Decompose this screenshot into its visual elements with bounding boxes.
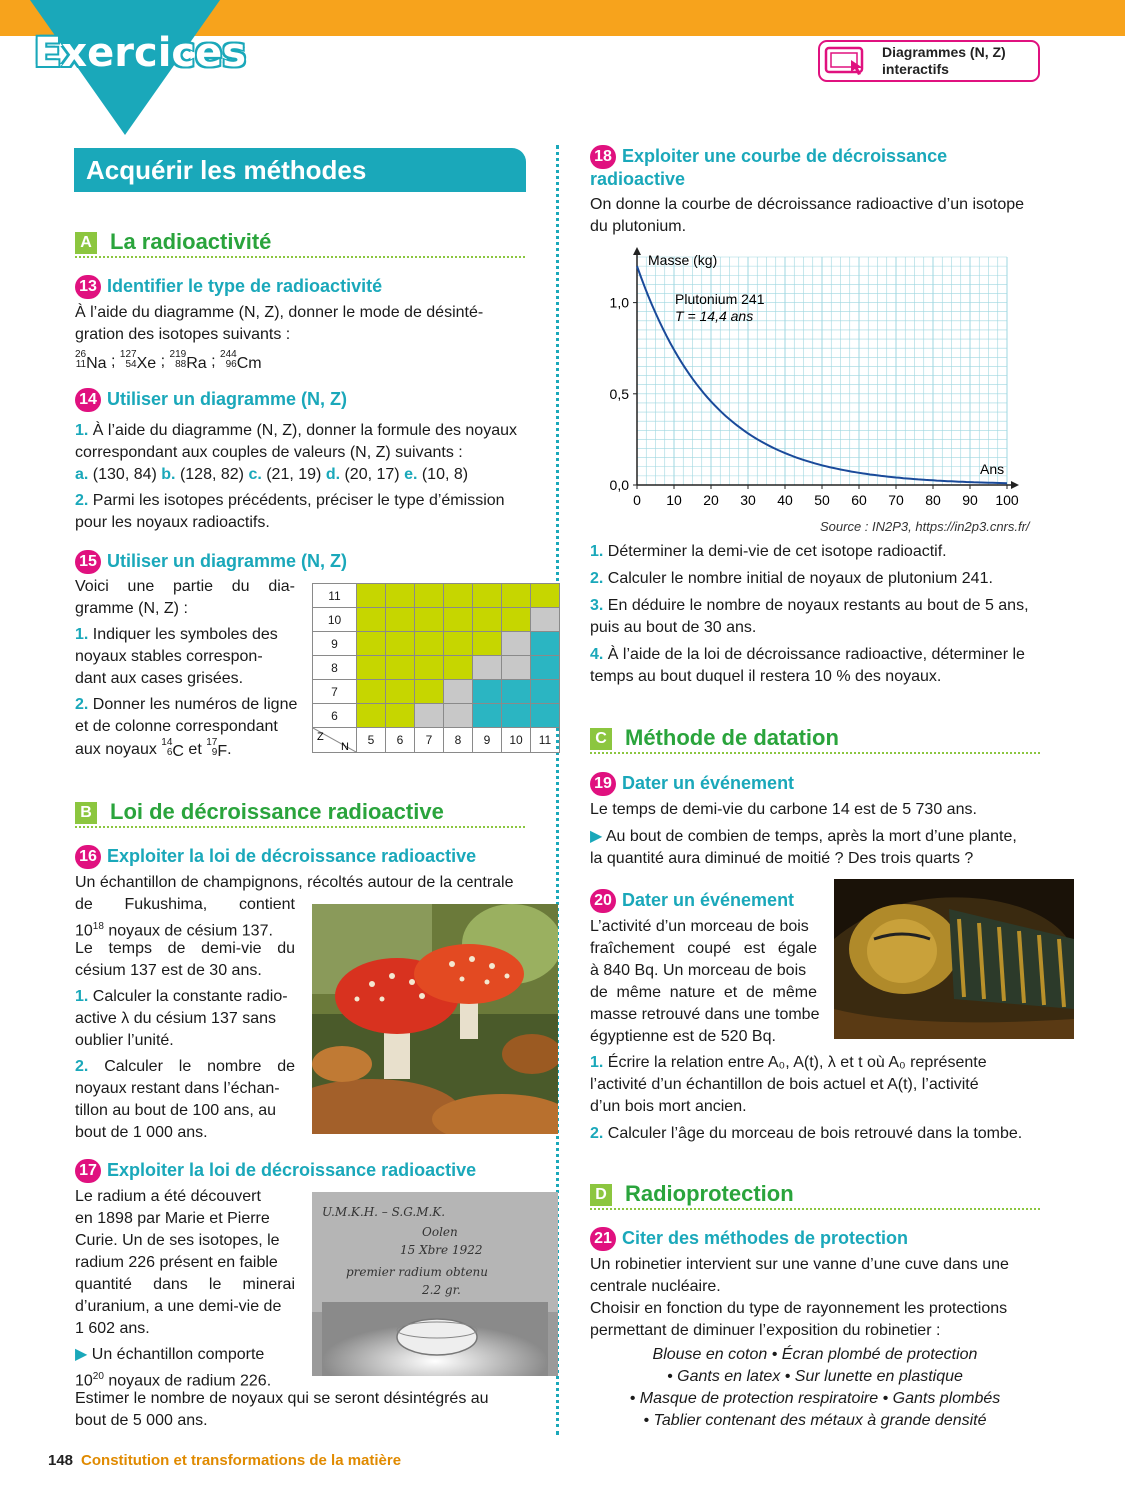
nz-cell (386, 608, 415, 632)
z-label: 10 (313, 608, 357, 632)
methods-banner: Acquérir les méthodes (74, 148, 526, 192)
ex20-q1: 1. Écrire la relation entre A₀, A(t), λ et t où A₀ représente (590, 1054, 987, 1071)
nuclide-symbol: 14 6 C (161, 737, 184, 760)
nz-cell (531, 704, 560, 728)
nz-cell (473, 608, 502, 632)
section-a-heading: A La radioactivité (75, 230, 525, 258)
y-tick-label: 1,0 (609, 294, 629, 311)
y-tick-label: 0,0 (609, 477, 629, 493)
nuclide-symbol: 244 96 Cm (220, 349, 262, 372)
nz-cell (386, 632, 415, 656)
nz-cell (386, 584, 415, 608)
nz-cell (502, 608, 531, 632)
svg-text:Z: Z (317, 731, 324, 743)
ex20-q1-line2: l’activité d’un échantillon de bois actuel et A(t), l’activité (590, 1076, 979, 1093)
curve-annotation: Plutonium 241 (675, 291, 765, 307)
ex17-text: Estimer le nombre de noyaux qui se seront désintégrés au (75, 1390, 489, 1407)
ex21-text: centrale nucléaire. (590, 1278, 721, 1295)
nz-cell (415, 584, 444, 608)
exercise-18-title: 18 Exploiter une courbe de décroissance (590, 145, 947, 169)
n-label: 6 (386, 728, 415, 753)
nz-cell (357, 680, 386, 704)
exercise-17-title: 17 Exploiter la loi de décroissance radioactive (75, 1159, 476, 1183)
section-c-heading: C Méthode de datation (590, 726, 1040, 754)
nuclide-symbol: 26 11 Na (75, 349, 107, 372)
ex18-q2: 2. Calculer le nombre initial de noyaux de plutonium 241. (590, 570, 993, 587)
nz-cell (502, 680, 531, 704)
n-label: 11 (531, 728, 560, 753)
ex15-q2: 2. Donner les numéros de ligne (75, 696, 298, 713)
nz-cell (386, 680, 415, 704)
nz-cell (415, 704, 444, 728)
x-axis-label: Ans (980, 461, 1005, 477)
nz-cell (502, 656, 531, 680)
n-label: 10 (502, 728, 531, 753)
exercise-15-title: 15 Utiliser un diagramme (N, Z) (75, 550, 347, 574)
ex18-q3: 3. En déduire le nombre de noyaux restants au bout de 5 ans, (590, 597, 1029, 614)
ex13-isotopes: 26 11 Na ; 127 54 Xe ; 219 88 Ra ; 244 96 Cm (75, 350, 262, 375)
nz-cell (357, 656, 386, 680)
nz-cell (444, 656, 473, 680)
nz-cell (502, 584, 531, 608)
z-label: 6 (313, 704, 357, 728)
ex14-q1-line2: correspondant aux couples de valeurs (N, Z) suivants : (75, 444, 463, 461)
ex21-text: Choisir en fonction du type de rayonnement les protections (590, 1300, 1008, 1317)
nz-cell (502, 632, 531, 656)
ex15-text: Voici une partie du dia- (75, 578, 295, 595)
nz-cell (531, 584, 560, 608)
ex20-q2: 2. Calculer l’âge du morceau de bois retrouvé dans la tombe. (590, 1125, 1023, 1142)
ex18-q4: 4. À l’aide de la loi de décroissance radioactive, déterminer le (590, 646, 1025, 663)
mushroom-photo (312, 904, 558, 1134)
x-tick-label: 50 (814, 492, 830, 508)
exercise-18-title-line2: radioactive (590, 169, 686, 189)
ex18-text: On donne la courbe de décroissance radioactive d’un isotope (590, 196, 1025, 213)
x-tick-label: 10 (666, 492, 682, 508)
ex17-text: Le radium a été découvert (75, 1188, 261, 1205)
ex16-text: Un échantillon de champignons, récoltés autour de la centrale (75, 874, 514, 891)
nz-cell (415, 656, 444, 680)
chart-source: Source : IN2P3, https://in2p3.cnrs.fr/ (820, 519, 1030, 534)
curve-annotation: T = 14,4 ans (675, 308, 754, 324)
ex17-text: quantité dans le minerai (75, 1276, 295, 1293)
photo-note: Oolen (422, 1225, 458, 1239)
ex17-text: Curie. Un de ses isotopes, le (75, 1232, 280, 1249)
x-tick-label: 70 (888, 492, 904, 508)
ex18-q4-line2: temps au bout duquel il restera 10 % des noyaux. (590, 668, 942, 685)
ex14-pairs: a. (130, 84) b. (128, 82) c. (21, 19) d. (20, 17) e. (10, 8) (75, 466, 469, 483)
x-tick-label: 80 (925, 492, 941, 508)
photo-note: 2.2 gr. (422, 1283, 461, 1297)
radium-photo (312, 1192, 558, 1376)
ex20-text: fraîchement coupé est égale (590, 940, 817, 957)
interactive-label-line2: interactifs (882, 61, 949, 77)
n-label: 9 (473, 728, 502, 753)
exercise-20-title: 20 Dater un événement (590, 889, 794, 913)
ex16-q2-line4: bout de 1 000 ans. (75, 1124, 208, 1141)
ex15-q1-line3: dant aux cases grisées. (75, 670, 244, 687)
ex14-q1: 1. À l’aide du diagramme (N, Z), donner la formule des noyaux (75, 422, 517, 439)
ex20-text: à 840 Bq. Un morceau de bois (590, 962, 807, 979)
nz-cell (415, 680, 444, 704)
ex16-text: césium 137 est de 30 ans. (75, 962, 262, 979)
interactive-diagrams-button[interactable] (818, 40, 1040, 82)
ex16-text: de Fukushima, contient (75, 896, 295, 913)
ex17-text: ▶ Un échantillon comporte (75, 1346, 265, 1363)
nz-cell (473, 704, 502, 728)
nz-cell (357, 704, 386, 728)
ex13-text: gration des isotopes suivants : (75, 326, 291, 343)
nz-cell (531, 656, 560, 680)
ex16-q1-line2: active λ du césium 137 sans (75, 1010, 276, 1027)
ex15-text: gramme (N, Z) : (75, 600, 188, 617)
nz-cell (357, 632, 386, 656)
section-d-heading: D Radioprotection (590, 1182, 1040, 1210)
ex18-q1: 1. Déterminer la demi-vie de cet isotope radioactif. (590, 543, 947, 560)
ex16-q2-line3: tillon au bout de 100 ans, au (75, 1102, 277, 1119)
exercise-13-title: 13 Identifier le type de radioactivité (75, 275, 382, 299)
ex20-text: L’activité d’un morceau de bois (590, 918, 809, 935)
nz-diagram-table (312, 583, 560, 753)
z-label: 8 (313, 656, 357, 680)
nz-cell (444, 704, 473, 728)
ex13-text: À l’aide du diagramme (N, Z), donner le mode de désinté- (75, 304, 484, 321)
ex21-list: • Tablier contenant des métaux à grande densité (643, 1412, 987, 1429)
nuclide-symbol: 127 54 Xe (119, 349, 157, 372)
ex19-text: ▶ Au bout de combien de temps, après la mort d’une plante, (590, 828, 1017, 845)
photo-note: premier radium obtenu (346, 1265, 489, 1279)
touch-screen-icon (824, 46, 868, 76)
x-tick-label: 40 (777, 492, 793, 508)
ex17-text: radium 226 présent en faible (75, 1254, 278, 1271)
ex16-text: $10^{18}$ noyaux de césium 137. (75, 921, 273, 940)
ex16-text: Le temps de demi-vie du (75, 940, 295, 957)
exercise-16-title: 16 Exploiter la loi de décroissance radioactive (75, 845, 476, 869)
n-label: 7 (415, 728, 444, 753)
x-tick-label: 0 (633, 492, 641, 508)
ex16-q1-line3: oublier l’unité. (75, 1032, 174, 1049)
nz-cell (444, 584, 473, 608)
nz-cell (357, 608, 386, 632)
n-label: 5 (357, 728, 386, 753)
ex21-list: • Gants en latex • Sur lunette en plastique (667, 1368, 963, 1385)
nz-cell (386, 704, 415, 728)
ex16-q1: 1. Calculer la constante radio- (75, 988, 288, 1005)
section-b-heading: B Loi de décroissance radioactive (75, 800, 525, 828)
ex14-q2-line2: pour les noyaux radioactifs. (75, 514, 270, 531)
footer-chapter: Constitution et transformations de la matière (81, 1452, 402, 1469)
ex15-q2-line3: aux noyaux 14 6 C et 17 9 F. (75, 738, 232, 763)
y-tick-label: 0,5 (609, 385, 629, 402)
ex19-text: la quantité aura diminué de moitié ? Des trois quarts ? (590, 850, 974, 867)
ex18-q3-line2: puis au bout de 30 ans. (590, 619, 757, 636)
ex21-text: permettant de diminuer l’exposition du robinetier : (590, 1322, 941, 1339)
nz-cell (473, 680, 502, 704)
x-tick-label: 90 (962, 492, 978, 508)
ex15-q1: 1. Indiquer les symboles des (75, 626, 278, 643)
x-tick-label: 30 (740, 492, 756, 508)
x-tick-label: 20 (703, 492, 719, 508)
z-label: 9 (313, 632, 357, 656)
nuclide-symbol: 17 9 F (206, 737, 228, 760)
ex17-text: d’uranium, a une demi-vie de (75, 1298, 282, 1315)
ex21-list: Blouse en coton • Écran plombé de protection (652, 1346, 978, 1363)
ex15-q1-line2: noyaux stables correspon- (75, 648, 263, 665)
nz-cell (415, 632, 444, 656)
nz-cell (473, 584, 502, 608)
nz-cell (531, 632, 560, 656)
ex20-text: de même nature et de même (590, 984, 817, 1001)
ex17-text: 1 602 ans. (75, 1320, 150, 1337)
ex16-q2-line2: noyaux restant dans l’échan- (75, 1080, 280, 1097)
ex18-text: du plutonium. (590, 218, 687, 235)
exercise-21-title: 21 Citer des méthodes de protection (590, 1227, 908, 1251)
nuclide-symbol: 219 88 Ra (169, 349, 207, 372)
nz-cell (444, 608, 473, 632)
photo-note: U.M.K.H. – S.G.M.K. (322, 1205, 446, 1219)
z-label: 11 (313, 584, 357, 608)
ex20-text: masse retrouvé dans une tombe (590, 1006, 820, 1023)
page-number: 148 (48, 1452, 74, 1469)
ex17-text: en 1898 par Marie et Pierre (75, 1210, 270, 1227)
sarcophagus-photo (834, 879, 1074, 1039)
nz-cell (473, 632, 502, 656)
ex16-q2: 2. Calculer le nombre de (75, 1058, 295, 1075)
exercise-14-title: 14 Utiliser un diagramme (N, Z) (75, 388, 347, 412)
x-tick-label: 60 (851, 492, 867, 508)
axis-arrows (633, 247, 1019, 489)
nz-cell (502, 704, 531, 728)
z-label: 7 (313, 680, 357, 704)
nz-cell (444, 680, 473, 704)
nz-cell (357, 584, 386, 608)
ex15-q2-line2: et de colonne correspondant (75, 718, 278, 735)
ex20-text: égyptienne est de 520 Bq. (590, 1028, 776, 1045)
zn-corner-label (313, 728, 357, 753)
nz-cell (415, 608, 444, 632)
ex20-q1-line3: d’un bois mort ancien. (590, 1098, 747, 1115)
decay-chart (590, 245, 1040, 515)
n-label: 8 (444, 728, 473, 753)
exercise-19-title: 19 Dater un événement (590, 772, 794, 796)
ex21-text: Un robinetier intervient sur une vanne d’une cuve dans une (590, 1256, 1009, 1273)
ex17-text: $10^{20}$ noyaux de radium 226. (75, 1371, 272, 1390)
ex21-list: • Masque de protection respiratoire • Gants plombés (629, 1390, 1001, 1407)
ex14-q2: 2. Parmi les isotopes précédents, préciser le type d’émission (75, 492, 505, 509)
nz-cell (531, 680, 560, 704)
y-axis-label: Masse (kg) (648, 252, 718, 268)
page-footer (48, 1450, 401, 1472)
ex19-text: Le temps de demi-vie du carbone 14 est de 5 730 ans. (590, 801, 977, 818)
nz-cell (473, 656, 502, 680)
nz-cell (386, 656, 415, 680)
nz-cell (531, 608, 560, 632)
photo-note: 15 Xbre 1922 (400, 1243, 483, 1257)
interactive-label-line1: Diagrammes (N, Z) (882, 44, 1006, 60)
nz-cell (444, 632, 473, 656)
svg-text:N: N (341, 741, 349, 752)
page-title: Exercices (34, 30, 247, 76)
ex17-text: bout de 5 000 ans. (75, 1412, 208, 1429)
x-tick-label: 100 (995, 492, 1019, 508)
